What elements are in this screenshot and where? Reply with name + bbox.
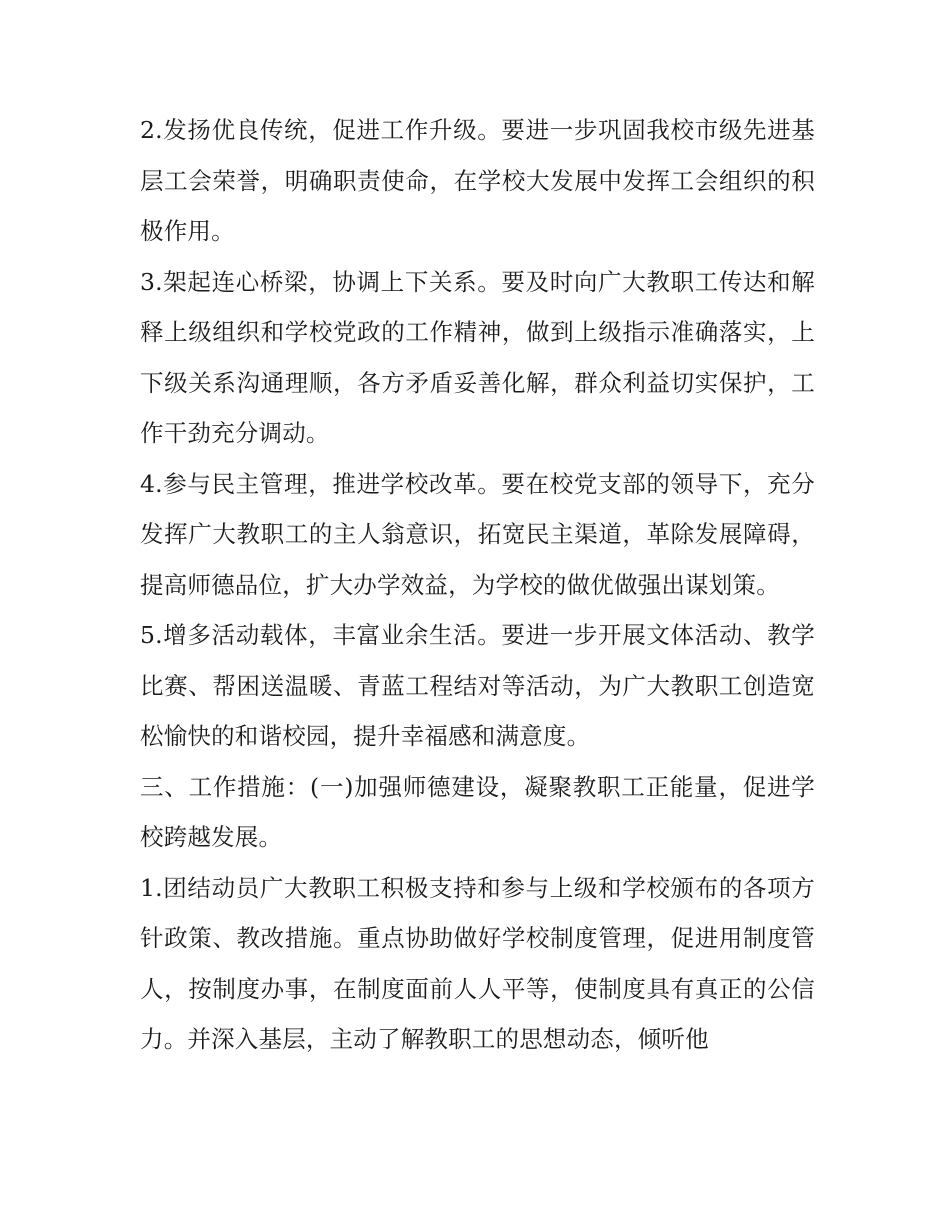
paragraph-measure-1: 1.团结动员广大教职工积极支持和参与上级和学校颁布的各项方针政策、教改措施。重点协助做好学校制度管理，促进用制度管人，按制度办事，在制度面前人人平等，使制度具有真正的公信力。并深入基层，主动了解教职工的思想动态，倾听他: [140, 873, 815, 1053]
paragraph-item-4: 4.参与民主管理，推进学校改革。要在校党支部的领导下，充分发挥广大教职工的主人翁意识，拓宽民主渠道，革除发展障碍，提高师德品位，扩大办学效益，为学校的做优做强出谋划策。: [140, 469, 815, 599]
section-heading-measures: 三、工作措施：(一)加强师德建设，凝聚教职工正能量，促进学校跨越发展。: [140, 772, 815, 851]
document-body: [140, 105, 815, 1065]
paragraph-item-5: 5.增多活动载体，丰富业余生活。要进一步开展文体活动、教学比赛、帮困送温暖、青蓝工程结对等活动，为广大教职工创造宽松愉快的和谐校园，提升幸福感和满意度。: [140, 621, 815, 750]
paragraph-item-3: 3.架起连心桥梁，协调上下关系。要及时向广大教职工传达和解释上级组织和学校党政的工作精神，做到上级指示准确落实，上下级关系沟通理顺，各方矛盾妥善化解，群众利益切实保护，工作干劲充分调动。: [140, 267, 815, 447]
paragraph-item-2: 2.发扬优良传统，促进工作升级。要进一步巩固我校市级先进基层工会荣誉，明确职责使命，在学校大发展中发挥工会组织的积极作用。: [140, 116, 815, 245]
